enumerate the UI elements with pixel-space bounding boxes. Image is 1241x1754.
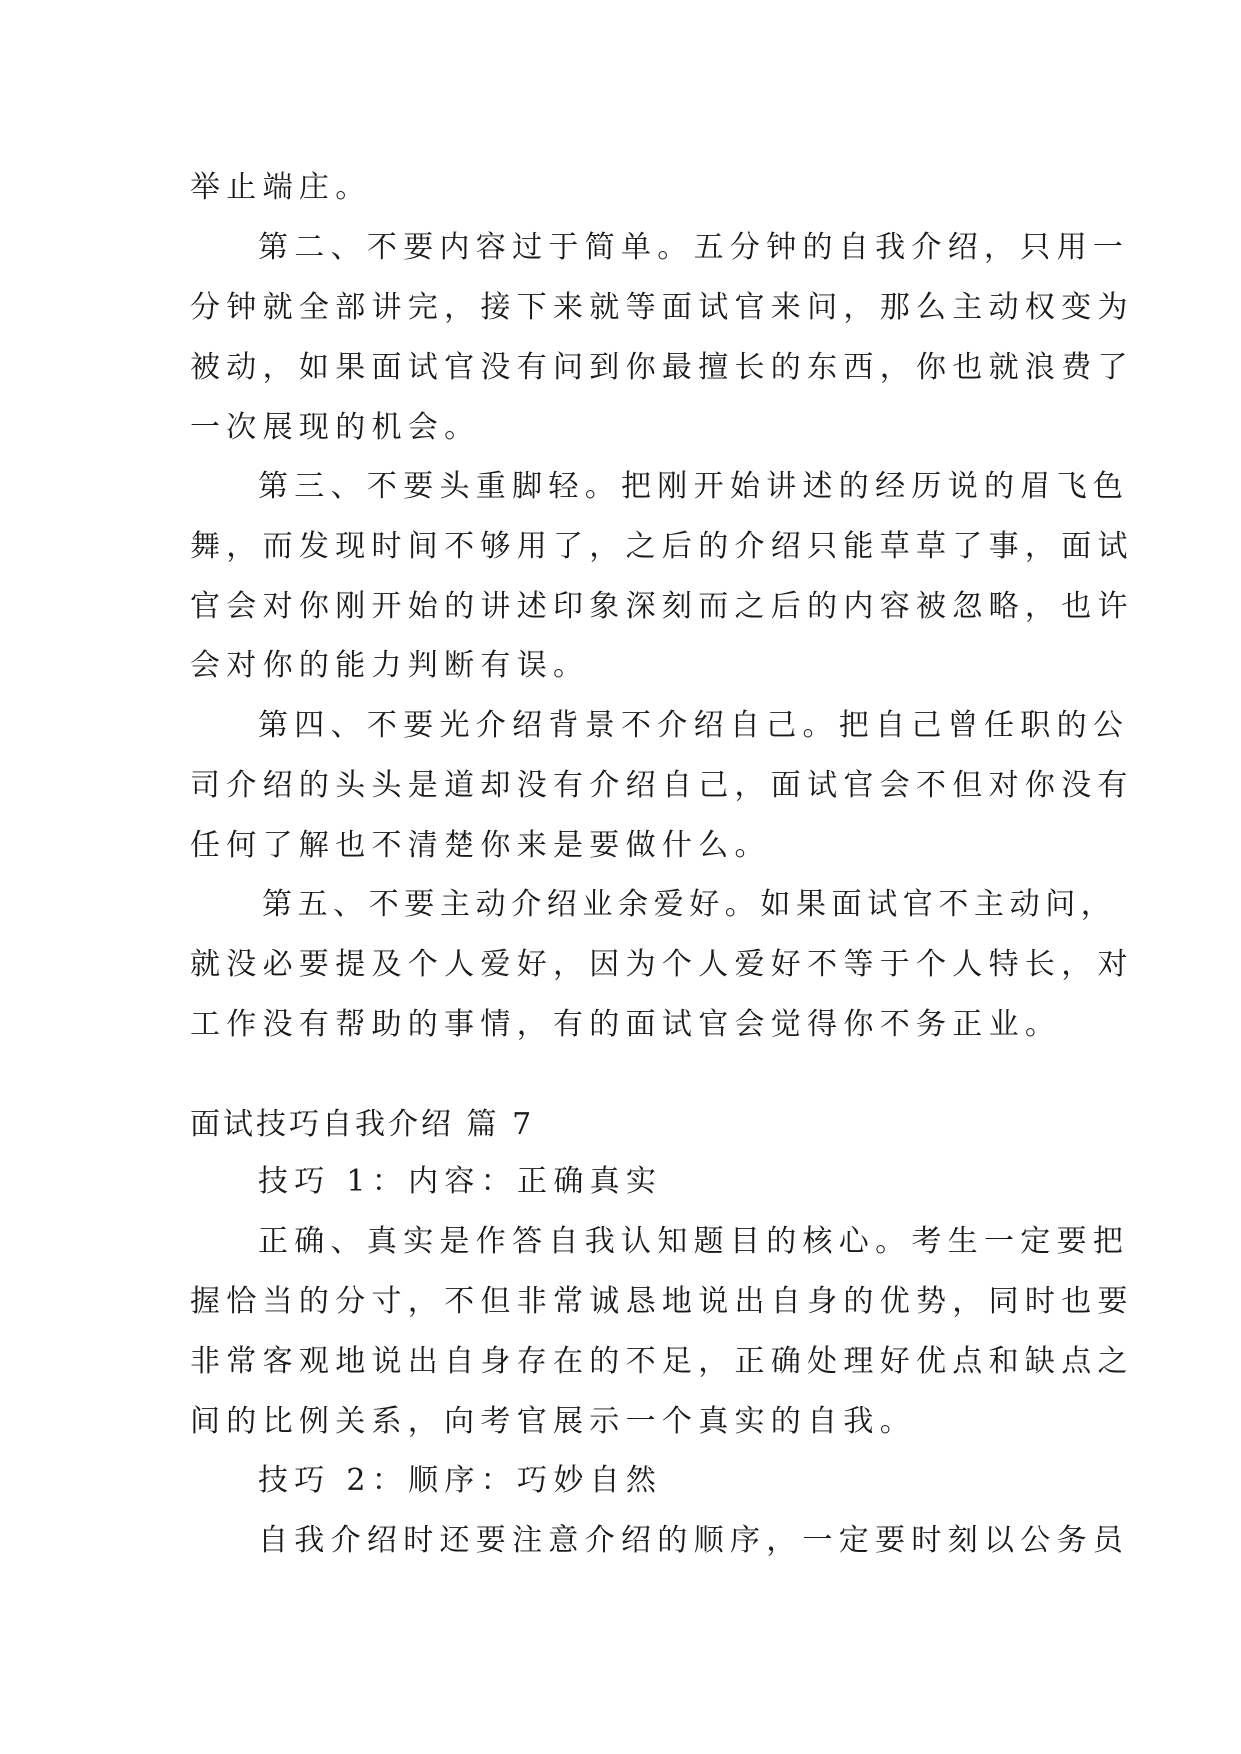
paragraph-line: 正确、真实是作答自我认知题目的核心。考生一定要把 bbox=[258, 1224, 1130, 1259]
paragraph-line: 非常客观地说出自身存在的不足，正确处理好优点和缺点之 bbox=[190, 1344, 1134, 1379]
paragraph-line: 任何了解也不清楚你来是要做什么。 bbox=[190, 828, 771, 863]
subheading: 技巧 1：内容：正确真实 bbox=[258, 1164, 663, 1199]
paragraph-line: 会对你的能力判断有误。 bbox=[190, 648, 590, 683]
section-heading: 面试技巧自我介绍 篇 7 bbox=[190, 1107, 535, 1142]
paragraph-line: 握恰当的分寸，不但非常诚恳地说出自身的优势，同时也要 bbox=[190, 1284, 1134, 1319]
paragraph-line: 一次展现的机会。 bbox=[190, 410, 481, 445]
paragraph-line: 官会对你刚开始的讲述印象深刻而之后的内容被忽略，也许 bbox=[190, 589, 1134, 624]
subheading: 技巧 2：顺序：巧妙自然 bbox=[258, 1463, 663, 1498]
paragraph-line: 自我介绍时还要注意介绍的顺序，一定要时刻以公务员 bbox=[258, 1523, 1130, 1558]
paragraph-line: 分钟就全部讲完，接下来就等面试官来问，那么主动权变为 bbox=[190, 290, 1134, 325]
paragraph-line: 间的比例关系，向考官展示一个真实的自我。 bbox=[190, 1404, 916, 1439]
paragraph-line: 被动，如果面试官没有问到你最擅长的东西，你也就浪费了 bbox=[190, 350, 1134, 385]
paragraph-line: 司介绍的头头是道却没有介绍自己，面试官会不但对你没有 bbox=[190, 768, 1134, 803]
paragraph-line: 第四、不要光介绍背景不介绍自己。把自己曾任职的公 bbox=[258, 708, 1130, 743]
paragraph-line: 第五、不要主动介绍业余爱好。如果面试官不主动问， bbox=[262, 887, 1117, 922]
paragraph-line: 第三、不要头重脚轻。把刚开始讲述的经历说的眉飞色 bbox=[258, 469, 1130, 504]
paragraph-line: 第二、不要内容过于简单。五分钟的自我介绍，只用一 bbox=[258, 230, 1130, 265]
paragraph-line: 举止端庄。 bbox=[190, 170, 372, 205]
paragraph-line: 就没必要提及个人爱好，因为个人爱好不等于个人特长，对 bbox=[190, 947, 1134, 982]
paragraph-line: 舞，而发现时间不够用了，之后的介绍只能草草了事，面试 bbox=[190, 529, 1134, 564]
paragraph-line: 工作没有帮助的事情，有的面试官会觉得你不务正业。 bbox=[190, 1007, 1062, 1042]
